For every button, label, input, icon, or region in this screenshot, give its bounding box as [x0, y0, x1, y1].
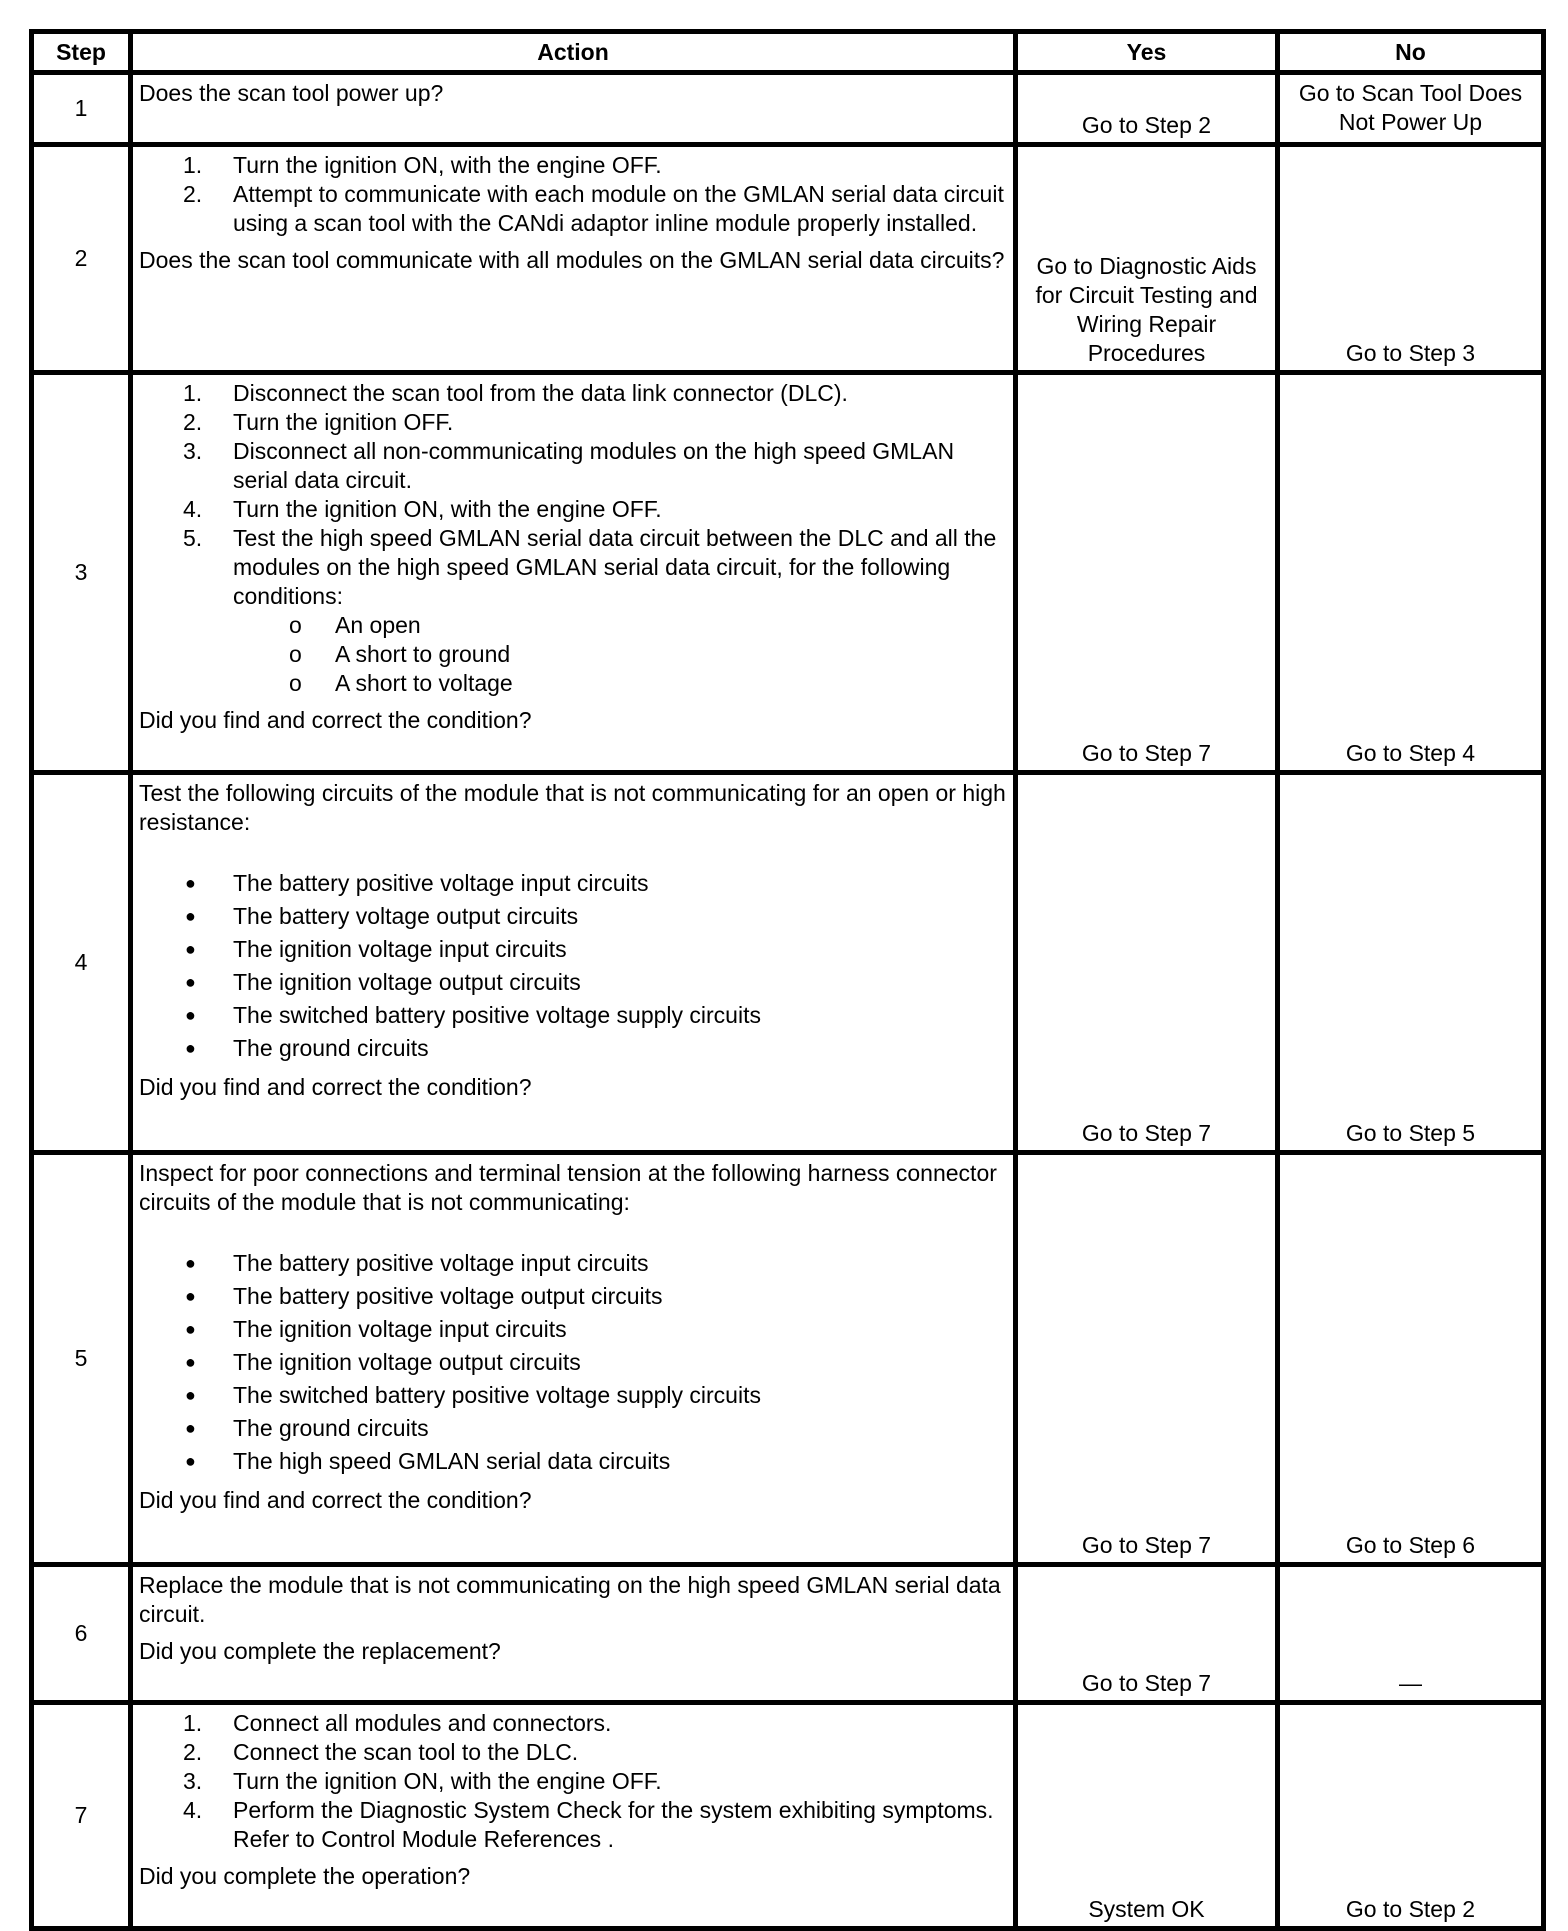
list-item: ● The battery positive voltage output circuits [185, 1283, 663, 1309]
question-text: Did you find and correct the condition? [139, 707, 532, 733]
yes-link[interactable]: Go to Step 7 [1016, 1153, 1278, 1565]
numbered-list [139, 379, 1007, 611]
list-item: 1. Turn the ignition ON, with the engine OFF. [183, 152, 662, 178]
action-text: Inspect for poor connections and terminal tension at the following harness connector circuits of the module that is not communicating: [139, 1160, 997, 1215]
list-item: o A short to voltage [289, 670, 513, 696]
no-link[interactable]: Go to Scan Tool Does Not Power Up [1278, 73, 1544, 145]
step-number: 5 [32, 1153, 131, 1565]
numbered-list [139, 151, 1007, 238]
table-row [32, 73, 1544, 145]
action-cell [131, 1565, 1016, 1703]
step-number: 3 [32, 373, 131, 773]
action-cell [131, 773, 1016, 1153]
list-item: 3. Turn the ignition ON, with the engine OFF. [183, 1768, 662, 1794]
action-cell [131, 145, 1016, 373]
header-no: No [1278, 32, 1544, 73]
list-item: 2. Turn the ignition OFF. [183, 409, 454, 435]
list-item: 3. Disconnect all non-communicating modules on the high speed GMLAN serial data circuit. [183, 438, 955, 493]
question-text: Did you find and correct the condition? [139, 1074, 532, 1100]
list-item: 2. Connect the scan tool to the DLC. [183, 1739, 579, 1765]
yes-link[interactable]: Go to Step 2 [1016, 73, 1278, 145]
bullet-list [139, 1247, 1007, 1478]
yes-link[interactable]: Go to Step 7 [1016, 373, 1278, 773]
list-item: ● The ground circuits [185, 1415, 429, 1441]
question-text: Did you find and correct the condition? [139, 1487, 532, 1513]
header-yes: Yes [1016, 32, 1278, 73]
list-item: ● The ignition voltage input circuits [185, 936, 567, 962]
step-number: 7 [32, 1703, 131, 1929]
list-item: ● The battery positive voltage input circuits [185, 870, 649, 896]
question-text: Did you complete the replacement? [139, 1638, 501, 1664]
yes-link[interactable]: Go to Diagnostic Aids for Circuit Testing and Wiring Repair Procedures [1016, 145, 1278, 373]
no-link: — [1278, 1565, 1544, 1703]
yes-link[interactable]: Go to Step 7 [1016, 773, 1278, 1153]
action-cell [131, 73, 1016, 145]
yes-link[interactable]: Go to Step 7 [1016, 1565, 1278, 1703]
list-item: ● The ignition voltage input circuits [185, 1316, 567, 1342]
no-link[interactable]: Go to Step 2 [1278, 1703, 1544, 1929]
list-item: ● The high speed GMLAN serial data circuits [185, 1448, 671, 1474]
step-number: 6 [32, 1565, 131, 1703]
list-item: ● The battery voltage output circuits [185, 903, 579, 929]
diagnostic-table [29, 29, 1546, 1931]
question-text: Did you complete the operation? [139, 1863, 471, 1889]
header-action: Action [131, 32, 1016, 73]
step-number: 1 [32, 73, 131, 145]
list-item: ● The switched battery positive voltage supply circuits [185, 1002, 761, 1028]
numbered-list [139, 1709, 1007, 1854]
list-item: 4. Turn the ignition ON, with the engine OFF. [183, 496, 662, 522]
action-text: Does the scan tool power up? [139, 80, 444, 106]
table-row [32, 1703, 1544, 1929]
list-item: 1. Connect all modules and connectors. [183, 1710, 612, 1736]
condition-list [139, 611, 1007, 698]
step-number: 4 [32, 773, 131, 1153]
list-item: ● The ground circuits [185, 1035, 429, 1061]
list-item: o An open [289, 612, 421, 638]
no-link[interactable]: Go to Step 3 [1278, 145, 1544, 373]
list-item: o A short to ground [289, 641, 511, 667]
action-text: Test the following circuits of the module that is not communicating for an open or high resistance: [139, 780, 1006, 835]
table-row [32, 1153, 1544, 1565]
action-cell [131, 1153, 1016, 1565]
action-cell [131, 373, 1016, 773]
list-item: 2. Attempt to communicate with each module on the GMLAN serial data circuit using a scan tool with the CANdi adaptor inline module properly installed. [183, 181, 1004, 236]
action-cell [131, 1703, 1016, 1929]
header-step: Step [32, 32, 131, 73]
table-row [32, 1565, 1544, 1703]
list-item: 1. Disconnect the scan tool from the data link connector (DLC). [183, 380, 848, 406]
table-row [32, 373, 1544, 773]
step-number: 2 [32, 145, 131, 373]
no-link[interactable]: Go to Step 5 [1278, 773, 1544, 1153]
list-item: ● The ignition voltage output circuits [185, 1349, 581, 1375]
no-link[interactable]: Go to Step 6 [1278, 1153, 1544, 1565]
list-item: 4. Perform the Diagnostic System Check for the system exhibiting symptoms. Refer to Control Module References . [183, 1797, 994, 1852]
list-item: ● The switched battery positive voltage supply circuits [185, 1382, 761, 1408]
header-row [32, 32, 1544, 73]
list-item: ● The ignition voltage output circuits [185, 969, 581, 995]
question-text: Does the scan tool communicate with all modules on the GMLAN serial data circuits? [139, 247, 1005, 273]
no-link[interactable]: Go to Step 4 [1278, 373, 1544, 773]
yes-link[interactable]: System OK [1016, 1703, 1278, 1929]
table-row [32, 145, 1544, 373]
action-text: Replace the module that is not communicating on the high speed GMLAN serial data circuit. [139, 1572, 1001, 1627]
bullet-list [139, 867, 1007, 1065]
list-item: ● The battery positive voltage input circuits [185, 1250, 649, 1276]
list-item: 5. Test the high speed GMLAN serial data circuit between the DLC and all the modules on the high speed GMLAN serial data circuit, for the following conditions: [183, 525, 997, 609]
table-row [32, 773, 1544, 1153]
